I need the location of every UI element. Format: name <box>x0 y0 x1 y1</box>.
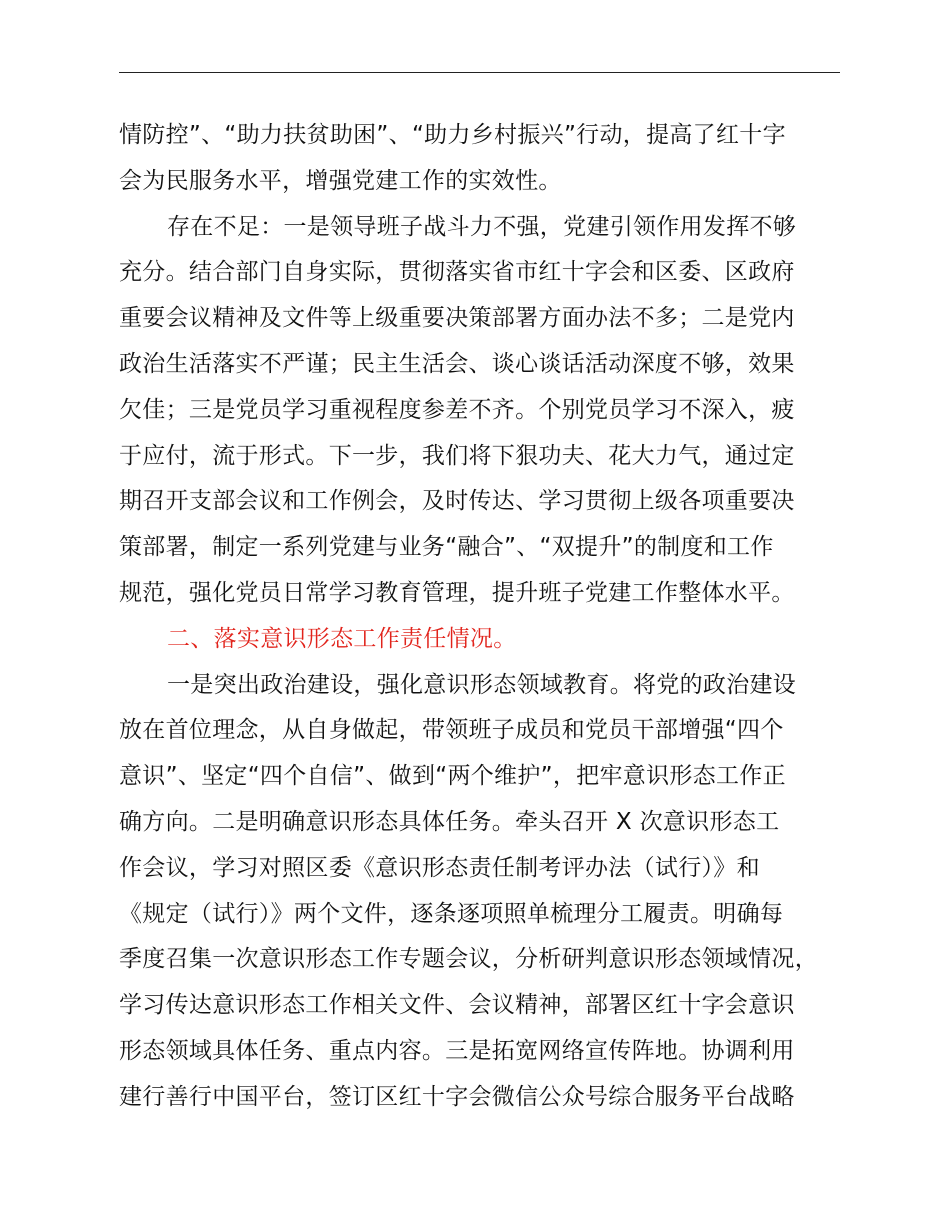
text-line: 充分。结合部门自身实际，贯彻落实省市红十字会和区委、区政府 <box>119 259 795 286</box>
text-line: 存在不足：一是领导班子战斗力不强，党建引领作用发挥不够 <box>167 213 797 240</box>
text-line: 规范，强化党员日常学习教育管理，提升班子党建工作整体水平。 <box>119 579 795 606</box>
text-line: 情防控”、“助力扶贫助困”、“助力乡村振兴”行动，提高了红十字 <box>119 122 786 148</box>
text-line: 《规定（试行）》两个文件，逐条逐项照单梳理分工履责。明确每 <box>119 900 784 927</box>
text-line: 政治生活落实不严谨；民主生活会、谈心谈话活动深度不够，效果 <box>119 350 795 377</box>
text-line: 策部署，制定一系列党建与业务“融合”、“双提升”的制度和工作 <box>119 534 774 561</box>
text-line: 确方向。二是明确意识形态具体任务。牵头召开 X 次意识形态工 <box>119 808 780 835</box>
text-line: 会为民服务水平，增强党建工作的实效性。 <box>119 167 562 194</box>
document-body <box>119 113 859 1121</box>
text-line: 作会议，学习对照区委《意识形态责任制考评办法（试行）》和 <box>119 854 760 881</box>
text-line: 建行善行中国平台，签订区红十字会微信公众号综合服务平台战略 <box>119 1083 795 1110</box>
text-line: 于应付，流于形式。下一步，我们将下狠功夫、花大力气，通过定 <box>119 442 795 469</box>
text-line: 重要会议精神及文件等上级重要决策部署方面办法不多；二是党内 <box>119 305 795 332</box>
text-line: 一是突出政治建设，强化意识形态领域教育。将党的政治建设 <box>167 671 797 698</box>
header-rule <box>119 72 840 73</box>
text-line: 意识”、坚定“四个自信”、做到“两个维护”，把牢意识形态工作正 <box>119 763 786 790</box>
text-line: 期召开支部会议和工作例会，及时传达、学习贯彻上级各项重要决 <box>119 488 795 515</box>
text-line: 季度召集一次意识形态工作专题会议，分析研判意识形态领域情况， <box>119 946 818 973</box>
text-line: 欠佳；三是党员学习重视程度参差不齐。个别党员学习不深入，疲 <box>119 396 795 423</box>
text-line: 放在首位理念，从自身做起，带领班子成员和党员干部增强“四个 <box>119 717 784 744</box>
text-line: 学习传达意识形态工作相关文件、会议精神，部署区红十字会意识 <box>119 992 795 1019</box>
text-line: 形态领域具体任务、重点内容。三是拓宽网络宣传阵地。协调利用 <box>119 1037 795 1064</box>
section-heading: 二、落实意识形态工作责任情况。 <box>167 625 517 652</box>
